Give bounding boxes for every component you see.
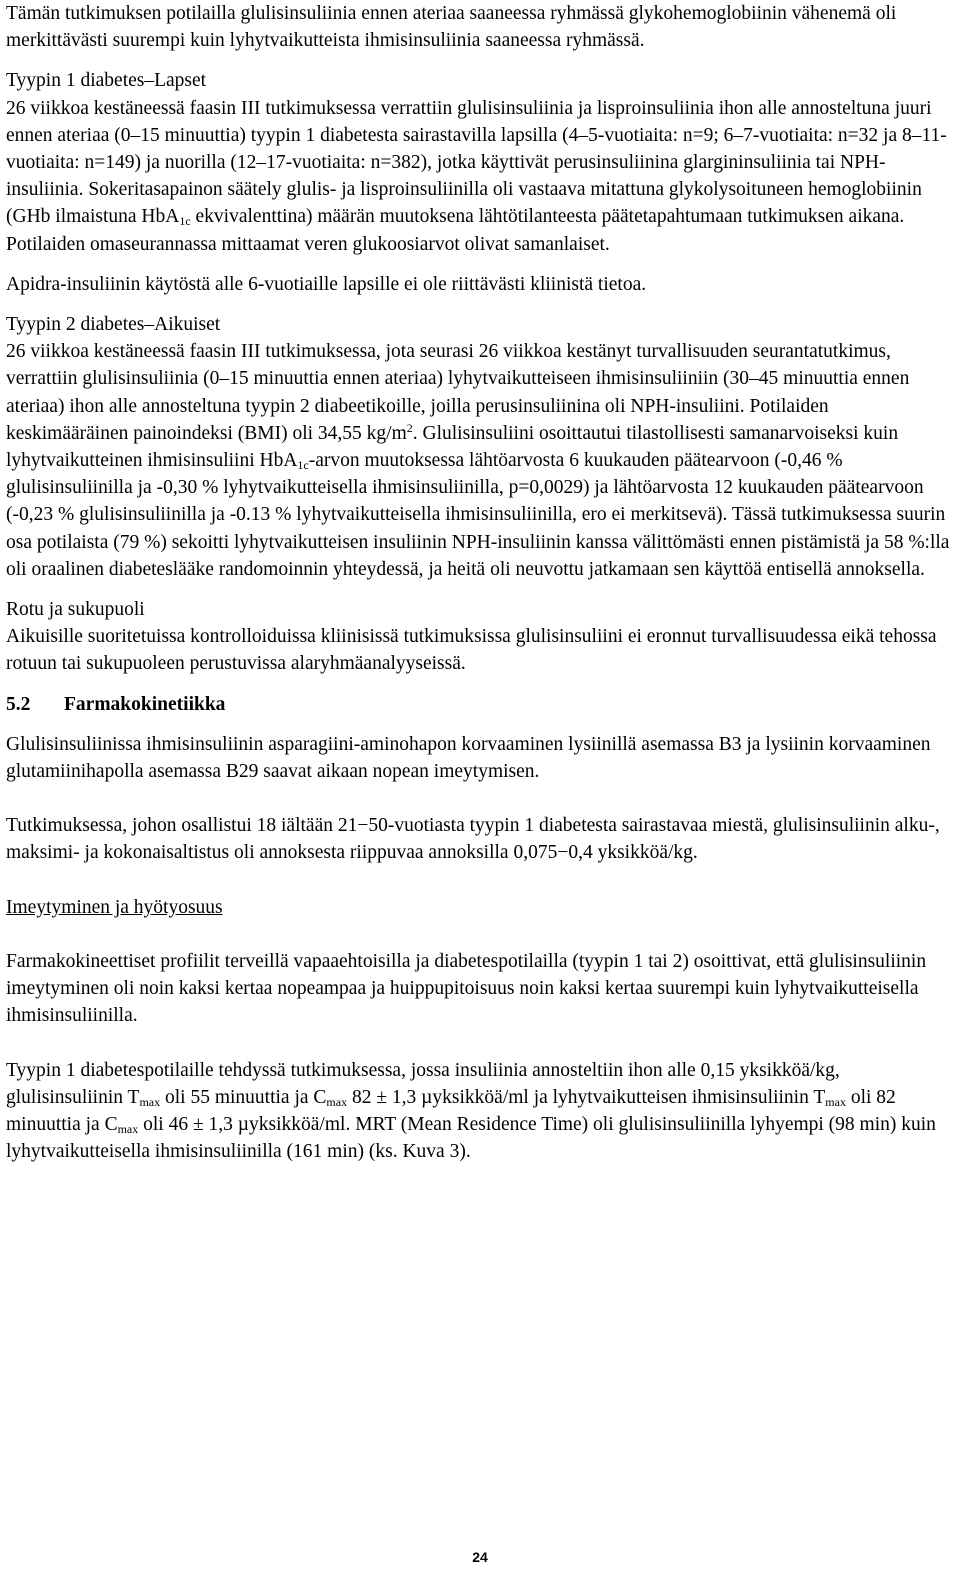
intro-paragraph: Tämän tutkimuksen potilailla glulisinsuliinia ennen ateriaa saaneessa ryhmässä glykohemoglobiinin vähenemä oli merkittävästi suurempi kuin lyhytvaikutteista ihmisinsuliinia saaneessa ryhmässä. <box>6 3 897 52</box>
type1-study-paragraph: Tyypin 1 diabetespotilaille tehdyssä tutkimuksessa, jossa insuliinia annosteltiin ihon alle 0,15 yksikköä/kg, glulisinsuliinin $T_{max}$ oli 55 minuuttia ja $C_{max}$ 82 ± 1,3 µyksikköä/ml ja lyhytvaikutteisen ihmisinsuliinin $T_{max}$ oli 82 minuuttia ja $C_{max}$ oli 46 ± 1,3 µyksikköä/ml. MRT (Mean Residence Time) oli glulisinsuliinilla lyhyempi (98 min) kuin lyhytvaikutteisella ihmisinsuliinilla (161 min) (ks. Kuva 3). <box>6 1059 936 1163</box>
type2-adults-paragraph: Tyypin 2 diabetes–Aikuiset 26 viikkoa kestäneessä faasin III tutkimuksessa, jota seurasi 26 viikkoa kestänyt turvallisuuden seurantatutkimus, verrattiin glulisinsuliinia (0–15 minuuttia ennen ateriaa) lyhytvaikutteiseen ihmisinsuliiniin (30–45 minuuttia ennen ateriaa) ihon alle annosteltuna tyypin 2 diabeetikoille, joilla perusinsuliinina oli NPH-insuliini. Potilaiden keskimääräinen painoindeksi (BMI) oli 34,55 $kg/m^2$. Glulisinsuliini osoittautui tilastollisesti samanarvoiseksi kuin lyhytvaikutteinen ihmisinsuliini HbA$_{1c}$-arvon muutoksessa lähtöarvosta 6 kuukauden päätearvoon (-0,46 % glulisinsuliinilla ja -0,30 % lyhytvaikutteisella ihmisinsuliinilla, p=0,0029) ja lähtöarvosta 12 kuukauden päätearvoon (-0,23 % glulisinsuliinilla ja -0.13 % lyhytvaikutteisella ihmisinsuliinilla, ero ei merkitsevä). Tässä tutkimuksessa suurin osa potilaista (79 %) sekoitti lyhytvaikutteisen insuliinin NPH-insuliinin kanssa välittömästi ennen pistämistä ja 58 %:lla oli oraalinen diabeteslääke randomoinnin yhteydessä, ja heitä oli neuvottu jatkamaan sen käyttöä entisellä annoksella. <box>6 311 954 583</box>
document-page <box>6 0 954 1165</box>
absorption-heading: Imeytyminen ja hyötyosuus <box>6 896 223 918</box>
type2-adults-heading: Tyypin 2 diabetes–Aikuiset <box>6 314 221 336</box>
section-title: Farmakokinetiikka <box>64 693 226 715</box>
page-number: 24 <box>472 1549 488 1565</box>
type1-children-heading: Tyypin 1 diabetes–Lapset <box>6 70 207 92</box>
absorption-paragraph: Farmakokineettiset profiilit terveillä vapaaehtoisilla ja diabetespotilailla (tyypin 1 tai 2) osoittivat, että glulisinsuliinin imeytyminen oli noin kaksi kertaa nopeampaa ja huippupitoisuus noin kaksi kertaa suurempi kuin lyhytvaikutteisella ihmisinsuliinilla. <box>6 950 927 1027</box>
pk-paragraph-2: Tutkimuksessa, johon osallistui 18 iältään 21−50-vuotiasta tyypin 1 diabetesta sairastavaa miestä, glulisinsuliinin alku-, maksimi- ja kokonaisaltistus oli annoksesta riippuvaa annoksilla 0,075−0,4 yksikköä/kg. <box>6 815 940 864</box>
apidra-note-paragraph: Apidra-insuliinin käytöstä alle 6-vuotiaille lapsille ei ole riittävästi kliinistä tietoa. <box>6 273 647 295</box>
section-number: 5.2 <box>6 693 31 715</box>
pk-paragraph-1: Glulisinsuliinissa ihmisinsuliinin asparagiini-aminohapon korvaaminen lysiinillä asemassa B3 ja lysiinin korvaaminen glutamiinihapolla asemassa B29 saavat aikaan nopean imeytymisen. <box>6 733 931 783</box>
race-sex-paragraph: Rotu ja sukupuoli Aikuisille suoritetuissa kontrolloiduissa kliinisissä tutkimuksissa glulisinsuliini ei eronnut turvallisuudessa eikä tehossa rotuun tai sukupuoleen perustuvissa alaryhmäanalyyseissä. <box>6 596 954 678</box>
section-heading <box>6 691 954 718</box>
type1-children-paragraph: Tyypin 1 diabetes–Lapset 26 viikkoa kestäneessä faasin III tutkimuksessa verrattiin glulisinsuliinia ja lisproinsuliinia ihon alle annosteltuna juuri ennen ateriaa (0–15 minuuttia) tyypin 1 diabetesta sairastavilla lapsilla (4–5-vuotiaita: n=9; 6–7-vuotiaita: n=32 ja 8–11-vuotiaita: n=149) ja nuorilla (12–17-vuotiaita: n=382), jotka käyttivät perusinsuliinina glargininsuliinia tai NPH-insuliinia. Sokeritasapainon säätely glulis- ja lisproinsuliinilla oli vastaava mitattuna glykolysoituneen hemoglobiinin (GHb ilmaistuna HbA$_{1c}$ ekvivalenttina) määrän muutoksena lähtötilanteesta päätetapahtumaan tutkimuksen aikana. Potilaiden omaseurannassa mittaamat veren glukoosiarvot olivat samanlaiset. <box>6 67 954 257</box>
race-sex-heading: Rotu ja sukupuoli <box>6 599 145 621</box>
